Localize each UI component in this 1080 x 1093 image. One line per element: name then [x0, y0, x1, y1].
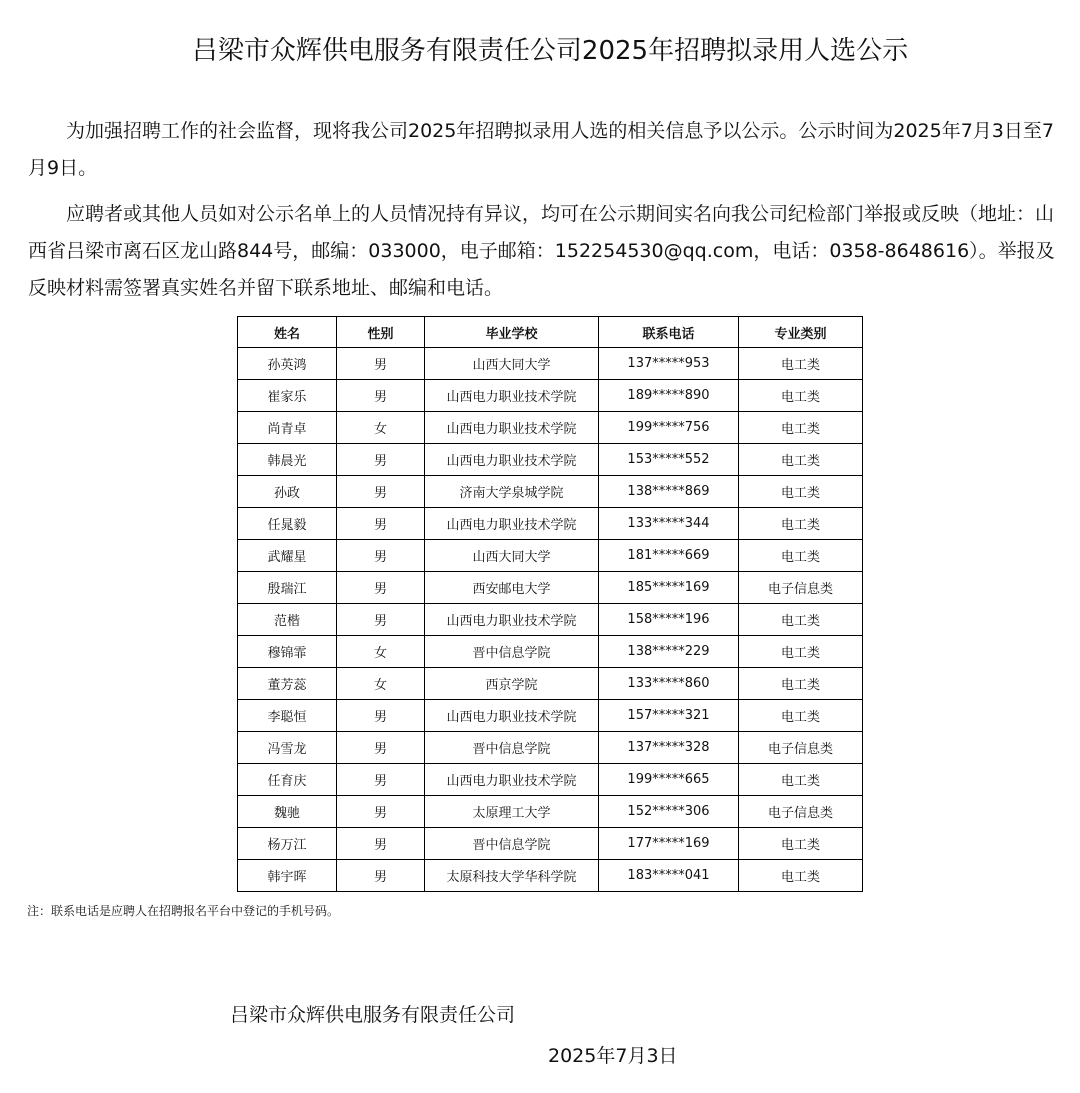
- table-row: [238, 412, 863, 444]
- signature-date: 2025年7月3日: [548, 1045, 678, 1067]
- cell-major: 电工类: [739, 444, 863, 476]
- cell-gender: 男: [337, 508, 425, 540]
- cell-gender: 男: [337, 380, 425, 412]
- table-row: [238, 732, 863, 764]
- cell-major: 电子信息类: [739, 732, 863, 764]
- cell-name: 冯雪龙: [238, 732, 337, 764]
- cell-gender: 男: [337, 828, 425, 860]
- cell-gender: 男: [337, 764, 425, 796]
- cell-name: 韩宇晖: [238, 860, 337, 892]
- cell-phone: 185*****169: [599, 572, 739, 604]
- objection-paragraph: 应聘者或其他人员如对公示名单上的人员情况持有异议，均可在公示期间实名向我公司纪检部门举报或反映（地址：山西省吕梁市离石区龙山路844号，邮编：033000，电子邮箱：152254530@qq.com，电话：0358-8648616）。举报及反映材料需签署真实姓名并留下联系地址、邮编和电话。: [28, 203, 1055, 299]
- cell-name: 崔家乐: [238, 380, 337, 412]
- cell-name: 韩晨光: [238, 444, 337, 476]
- table-row: [238, 604, 863, 636]
- cell-major: 电工类: [739, 700, 863, 732]
- table-row: [238, 572, 863, 604]
- cell-school: 太原科技大学华科学院: [425, 860, 599, 892]
- cell-name: 任晁毅: [238, 508, 337, 540]
- cell-school: 山西电力职业技术学院: [425, 444, 599, 476]
- cell-gender: 男: [337, 732, 425, 764]
- cell-phone: 189*****890: [599, 380, 739, 412]
- footnote: 注：联系电话是应聘人在招聘报名平台中登记的手机号码。: [27, 904, 340, 918]
- cell-gender: 男: [337, 444, 425, 476]
- table-header-row: [238, 317, 863, 348]
- cell-name: 孙英鸿: [238, 348, 337, 380]
- cell-school: 晋中信息学院: [425, 636, 599, 668]
- table-row: [238, 764, 863, 796]
- cell-school: 山西电力职业技术学院: [425, 380, 599, 412]
- cell-name: 杨万江: [238, 828, 337, 860]
- cell-name: 李聪恒: [238, 700, 337, 732]
- table-row: [238, 348, 863, 380]
- cell-name: 任育庆: [238, 764, 337, 796]
- cell-name: 魏驰: [238, 796, 337, 828]
- table-row: [238, 508, 863, 540]
- cell-name: 尚青卓: [238, 412, 337, 444]
- header-gender: 性别: [337, 317, 425, 348]
- cell-major: 电工类: [739, 380, 863, 412]
- cell-school: 西京学院: [425, 668, 599, 700]
- cell-phone: 138*****869: [599, 476, 739, 508]
- header-phone: 联系电话: [599, 317, 739, 348]
- table-row: [238, 476, 863, 508]
- cell-name: 穆锦霏: [238, 636, 337, 668]
- cell-school: 山西电力职业技术学院: [425, 764, 599, 796]
- cell-name: 董芳蕊: [238, 668, 337, 700]
- cell-school: 济南大学泉城学院: [425, 476, 599, 508]
- cell-phone: 152*****306: [599, 796, 739, 828]
- table-row: [238, 380, 863, 412]
- cell-gender: 女: [337, 668, 425, 700]
- intro-paragraph: 为加强招聘工作的社会监督，现将我公司2025年招聘拟录用人选的相关信息予以公示。公示时间为2025年7月3日至7月9日。: [28, 120, 1054, 179]
- cell-gender: 男: [337, 700, 425, 732]
- table-row: [238, 700, 863, 732]
- cell-school: 太原理工大学: [425, 796, 599, 828]
- candidate-table: [237, 316, 863, 892]
- cell-phone: 199*****756: [599, 412, 739, 444]
- cell-name: 武耀星: [238, 540, 337, 572]
- header-major: 专业类别: [739, 317, 863, 348]
- cell-major: 电工类: [739, 828, 863, 860]
- table-body: [238, 348, 863, 892]
- table-row: [238, 828, 863, 860]
- cell-major: 电工类: [739, 636, 863, 668]
- table-row: [238, 444, 863, 476]
- cell-gender: 女: [337, 412, 425, 444]
- cell-major: 电工类: [739, 860, 863, 892]
- cell-gender: 男: [337, 604, 425, 636]
- cell-phone: 177*****169: [599, 828, 739, 860]
- signature-company: 吕梁市众辉供电服务有限责任公司: [230, 1004, 516, 1026]
- cell-name: 范楷: [238, 604, 337, 636]
- cell-phone: 133*****860: [599, 668, 739, 700]
- cell-major: 电工类: [739, 508, 863, 540]
- cell-gender: 男: [337, 348, 425, 380]
- cell-school: 山西大同大学: [425, 540, 599, 572]
- cell-school: 山西电力职业技术学院: [425, 412, 599, 444]
- cell-major: 电工类: [739, 668, 863, 700]
- cell-phone: 157*****321: [599, 700, 739, 732]
- cell-phone: 138*****229: [599, 636, 739, 668]
- header-name: 姓名: [238, 317, 337, 348]
- cell-major: 电工类: [739, 764, 863, 796]
- cell-major: 电工类: [739, 604, 863, 636]
- table-row: [238, 860, 863, 892]
- cell-gender: 男: [337, 860, 425, 892]
- cell-gender: 男: [337, 796, 425, 828]
- cell-school: 山西电力职业技术学院: [425, 604, 599, 636]
- cell-name: 殷瑞江: [238, 572, 337, 604]
- cell-phone: 137*****328: [599, 732, 739, 764]
- cell-phone: 153*****552: [599, 444, 739, 476]
- cell-name: 孙政: [238, 476, 337, 508]
- cell-school: 山西电力职业技术学院: [425, 700, 599, 732]
- document-title: 吕梁市众辉供电服务有限责任公司2025年招聘拟录用人选公示: [191, 36, 909, 66]
- cell-gender: 男: [337, 476, 425, 508]
- cell-phone: 199*****665: [599, 764, 739, 796]
- cell-phone: 133*****344: [599, 508, 739, 540]
- cell-major: 电子信息类: [739, 796, 863, 828]
- cell-school: 西安邮电大学: [425, 572, 599, 604]
- table-row: [238, 540, 863, 572]
- table-row: [238, 668, 863, 700]
- cell-school: 山西大同大学: [425, 348, 599, 380]
- cell-phone: 137*****953: [599, 348, 739, 380]
- cell-gender: 女: [337, 636, 425, 668]
- cell-major: 电工类: [739, 412, 863, 444]
- cell-phone: 158*****196: [599, 604, 739, 636]
- cell-major: 电工类: [739, 540, 863, 572]
- header-school: 毕业学校: [425, 317, 599, 348]
- cell-school: 山西电力职业技术学院: [425, 508, 599, 540]
- cell-major: 电工类: [739, 476, 863, 508]
- cell-phone: 183*****041: [599, 860, 739, 892]
- cell-school: 晋中信息学院: [425, 828, 599, 860]
- cell-major: 电工类: [739, 348, 863, 380]
- table-row: [238, 796, 863, 828]
- cell-major: 电子信息类: [739, 572, 863, 604]
- cell-phone: 181*****669: [599, 540, 739, 572]
- cell-gender: 男: [337, 540, 425, 572]
- table-row: [238, 636, 863, 668]
- cell-school: 晋中信息学院: [425, 732, 599, 764]
- cell-gender: 男: [337, 572, 425, 604]
